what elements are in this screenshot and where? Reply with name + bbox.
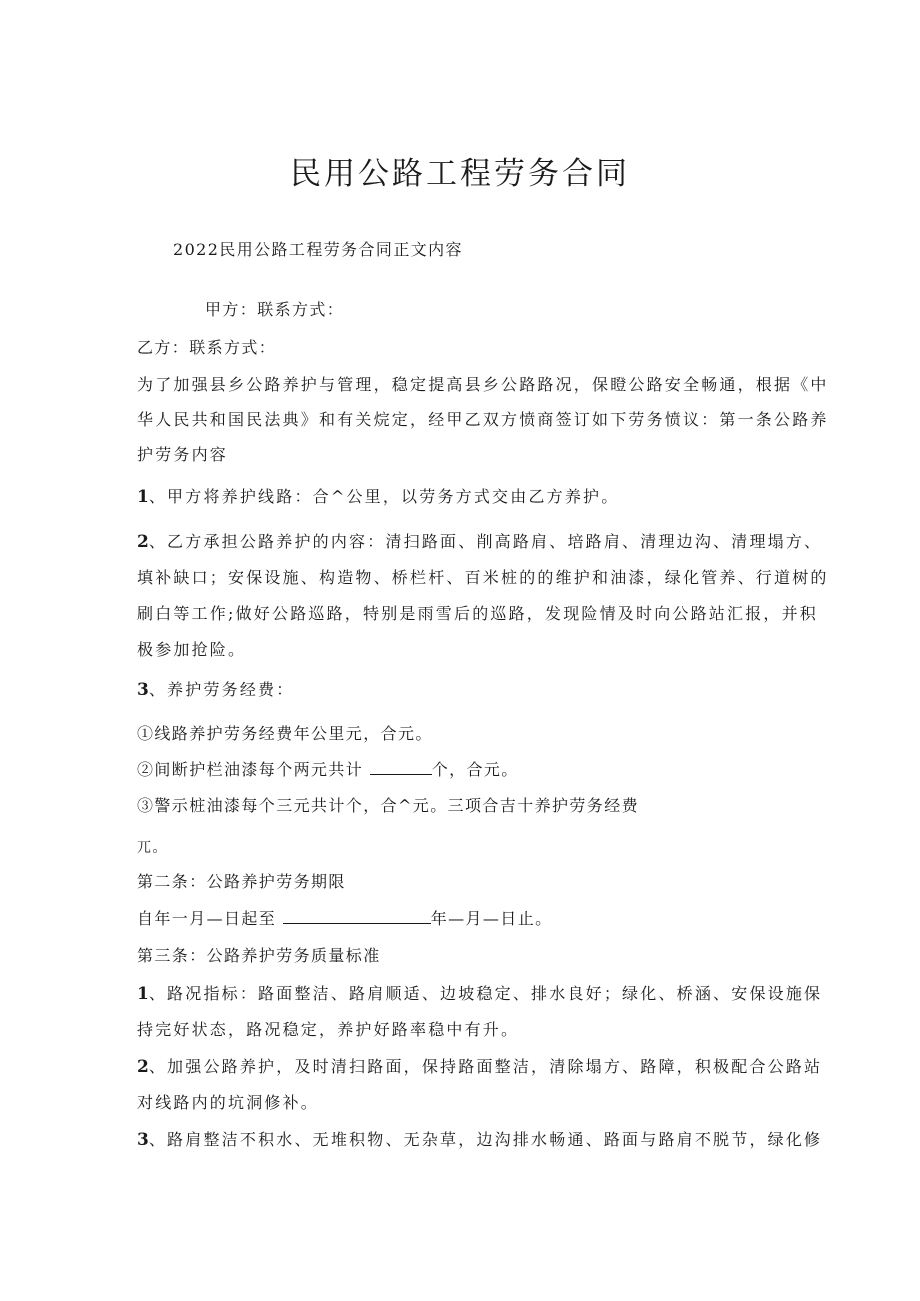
- fee-line-3: ③警示桩油漆每个三元共计个，合^元。三项合吉十养护劳务经费: [137, 796, 640, 815]
- item-2-line-1: [137, 532, 822, 552]
- party-b-contact: 乙方：联系方式：: [137, 338, 277, 357]
- fee-line-2: [137, 760, 519, 780]
- standard-2-line-1: [137, 1057, 822, 1077]
- period-start: 自年一月—日起至: [137, 909, 277, 928]
- party-a-contact: 甲方：联系方式：: [205, 300, 345, 319]
- standard-2-number: 2: [137, 1057, 149, 1077]
- standard-3-line-1: [137, 1130, 822, 1150]
- standard-1-line-1: [137, 984, 822, 1004]
- intro-line-3: 护劳务内容: [137, 445, 229, 464]
- standard-1-number: 1: [137, 984, 149, 1004]
- standard-3-number: 3: [137, 1130, 149, 1150]
- fee-line-1: ①线路养护劳务经费年公里元，合元。: [137, 724, 433, 743]
- period-end: 年—月—日止。: [430, 909, 553, 928]
- period-line: [137, 909, 553, 929]
- item-2-number: 2: [137, 532, 149, 552]
- item-1: [137, 487, 619, 507]
- fee-blank: [370, 760, 432, 775]
- standard-1-text: 、路况指标：路面整洁、路肩顺适、边坡稳定、排水良好；绿化、桥涵、安保设施保: [148, 984, 823, 1003]
- item-1-number: 1: [137, 487, 149, 507]
- item-2-text: 、乙方承担公路养护的内容：清扫路面、削高路肩、培路肩、清理边沟、清理塌方、: [148, 532, 823, 551]
- item-3-text: 、养护劳务经费：: [148, 680, 295, 699]
- standard-2-text: 、加强公路养护，及时清扫路面，保持路面整洁，清除塌方、路障，积极配合公路站: [148, 1057, 823, 1076]
- fee-line-2-start: ②间断护栏油漆每个两元共计: [137, 760, 364, 779]
- item-2-line-2: 填补缺口；安保设施、构造物、桥栏杆、百米桩的的维护和油漆，绿化管养、行道树的: [137, 568, 829, 587]
- standard-1-line-2: 持完好状态，路况稳定，养护好路率稳中有升。: [137, 1020, 520, 1039]
- fee-line-2-end: 个，合元。: [431, 760, 519, 779]
- item-2-line-3: 刷白等工作;做好公路巡路，特别是雨雪后的巡路，发现险情及时向公路站汇报，并积: [137, 604, 818, 623]
- document-subtitle: 2022民用公路工程劳务合同正文内容: [173, 240, 463, 259]
- item-3-number: 3: [137, 680, 149, 700]
- fee-unit: 兀。: [137, 840, 168, 856]
- standard-3-text: 、路肩整洁不积水、无堆积物、无杂草，边沟排水畅通、路面与路肩不脱节，绿化修: [148, 1130, 823, 1149]
- item-3: [137, 680, 294, 700]
- period-blank: [283, 909, 431, 924]
- intro-line-2: 华人民共和国民法典》和有关烷定，经甲乙双方愤商签订如下劳务愤议：第一条公路养: [137, 410, 829, 429]
- intro-line-1: 为了加强县乡公路养护与管理，稳定提高县乡公路路况，保瞪公路安全畅通，根据《中: [137, 375, 829, 394]
- article-2-heading: 第二条：公路养护劳务期限: [137, 872, 346, 891]
- document-title: 民用公路工程劳务合同: [290, 156, 630, 192]
- item-1-text: 、甲方将养护线路：合^公里，以劳务方式交由乙方养护。: [148, 487, 620, 506]
- article-3-heading: 第三条：公路养护劳务质量标准: [137, 946, 381, 965]
- standard-2-line-2: 对线路内的坑洞修补。: [137, 1093, 320, 1112]
- item-2-line-4: 极参加抢险。: [137, 640, 247, 659]
